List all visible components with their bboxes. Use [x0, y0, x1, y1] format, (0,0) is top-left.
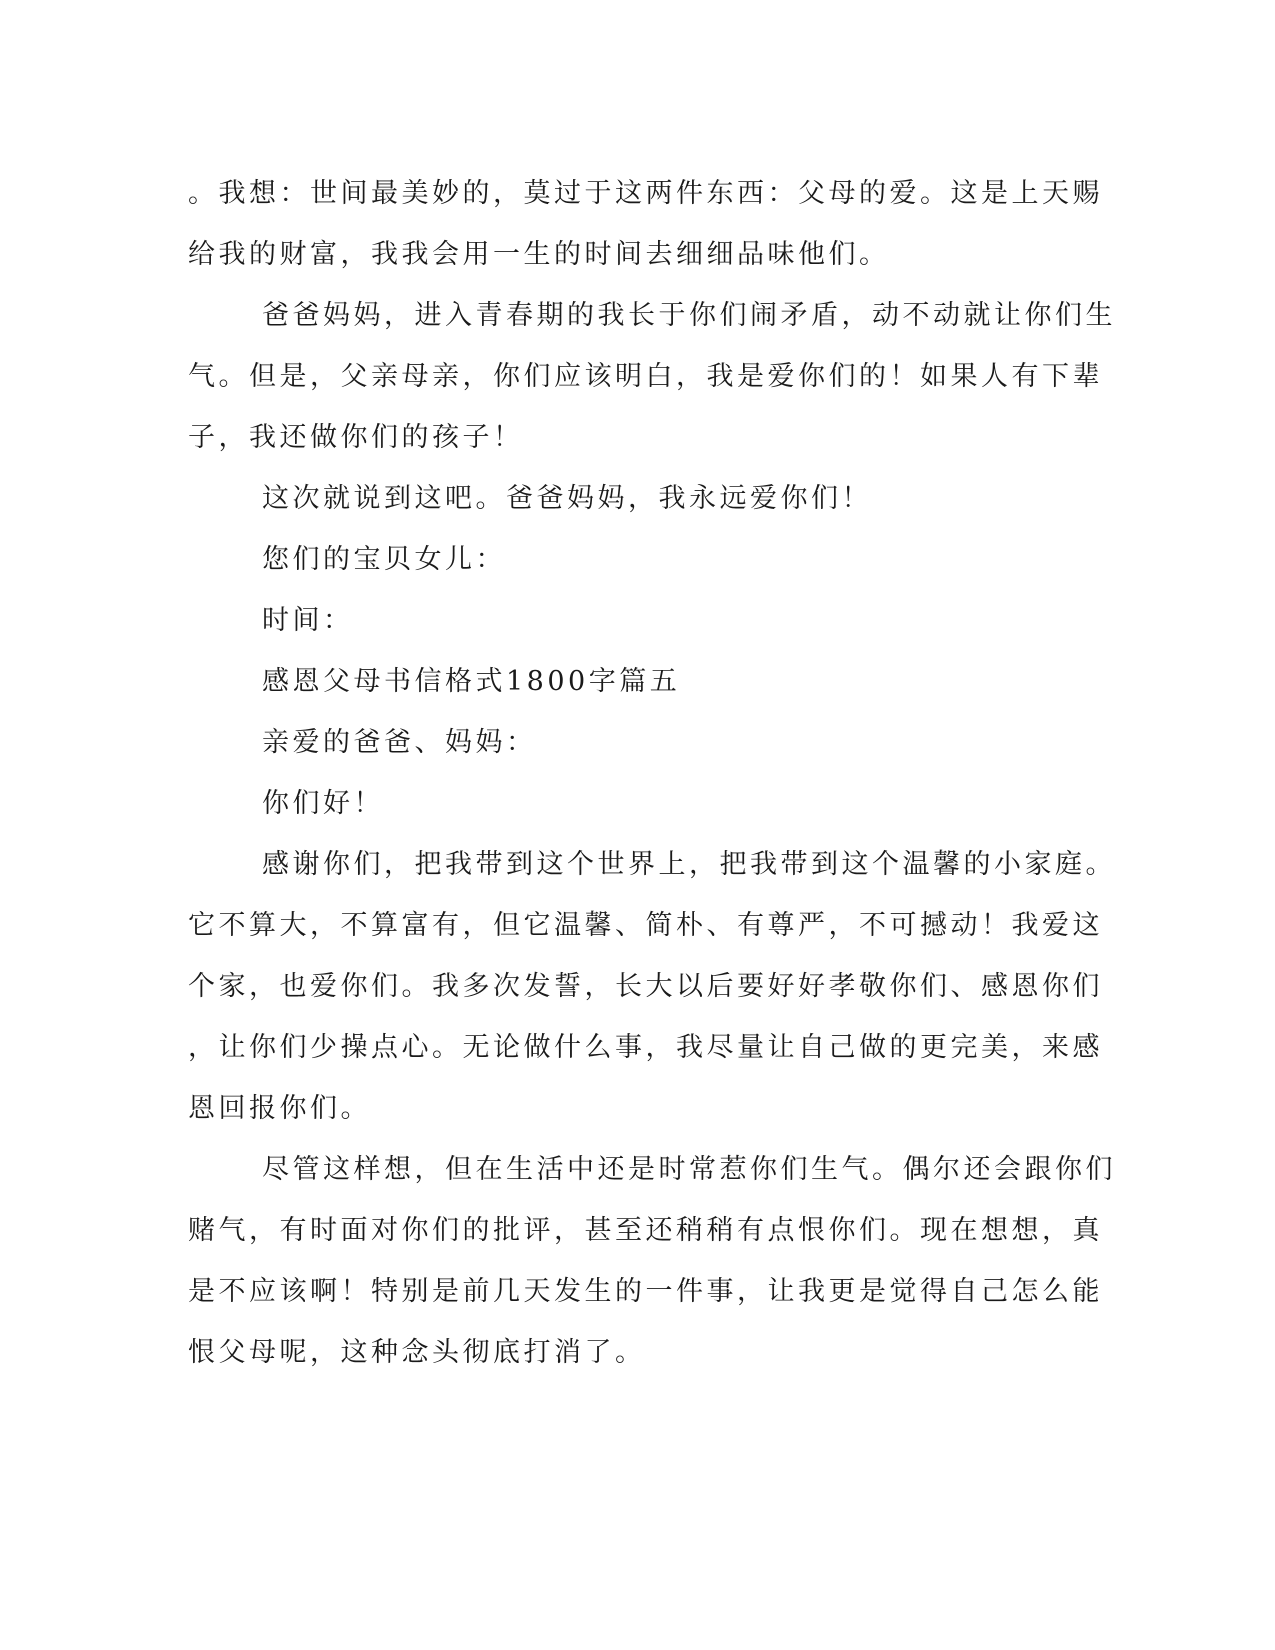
text-line: 恨父母呢，这种念头彻底打消了。 — [188, 1337, 646, 1368]
text-line: 恩回报你们。 — [188, 1093, 371, 1124]
letter-body — [188, 163, 1116, 1383]
text-line: 。我想：世间最美妙的，莫过于这两件东西：父母的爱。这是上天赐 — [188, 178, 1103, 209]
signature-line: 您们的宝贝女儿： — [262, 544, 506, 575]
paragraph-start-line: 爸爸妈妈，进入青春期的我长于你们闹矛盾，动不动就让你们生 — [262, 300, 1116, 331]
section-heading: 感恩父母书信格式1800字篇五 — [262, 666, 681, 697]
text-line: 个家，也爱你们。我多次发誓，长大以后要好好孝敬你们、感恩你们 — [188, 971, 1103, 1002]
text-line: 给我的财富，我我会用一生的时间去细细品味他们。 — [188, 239, 890, 270]
date-line: 时间： — [262, 605, 354, 636]
paragraph-start-line: 感谢你们，把我带到这个世界上，把我带到这个温馨的小家庭。 — [262, 849, 1116, 880]
text-line: ，让你们少操点心。无论做什么事，我尽量让自己做的更完美，来感 — [188, 1032, 1103, 1063]
text-line: 是不应该啊！特别是前几天发生的一件事，让我更是觉得自己怎么能 — [188, 1276, 1103, 1307]
closing-line: 这次就说到这吧。爸爸妈妈，我永远爱你们！ — [262, 483, 872, 514]
text-line: 赌气，有时面对你们的批评，甚至还稍稍有点恨你们。现在想想，真 — [188, 1215, 1103, 1246]
greeting-line: 你们好！ — [262, 788, 384, 819]
salutation-line: 亲爱的爸爸、妈妈： — [262, 727, 537, 758]
text-line: 气。但是，父亲母亲，你们应该明白，我是爱你们的！如果人有下辈 — [188, 361, 1103, 392]
text-line: 子，我还做你们的孩子！ — [188, 422, 524, 453]
paragraph-start-line: 尽管这样想，但在生活中还是时常惹你们生气。偶尔还会跟你们 — [262, 1154, 1116, 1185]
text-line: 它不算大，不算富有，但它温馨、简朴、有尊严，不可撼动！我爱这 — [188, 910, 1103, 941]
